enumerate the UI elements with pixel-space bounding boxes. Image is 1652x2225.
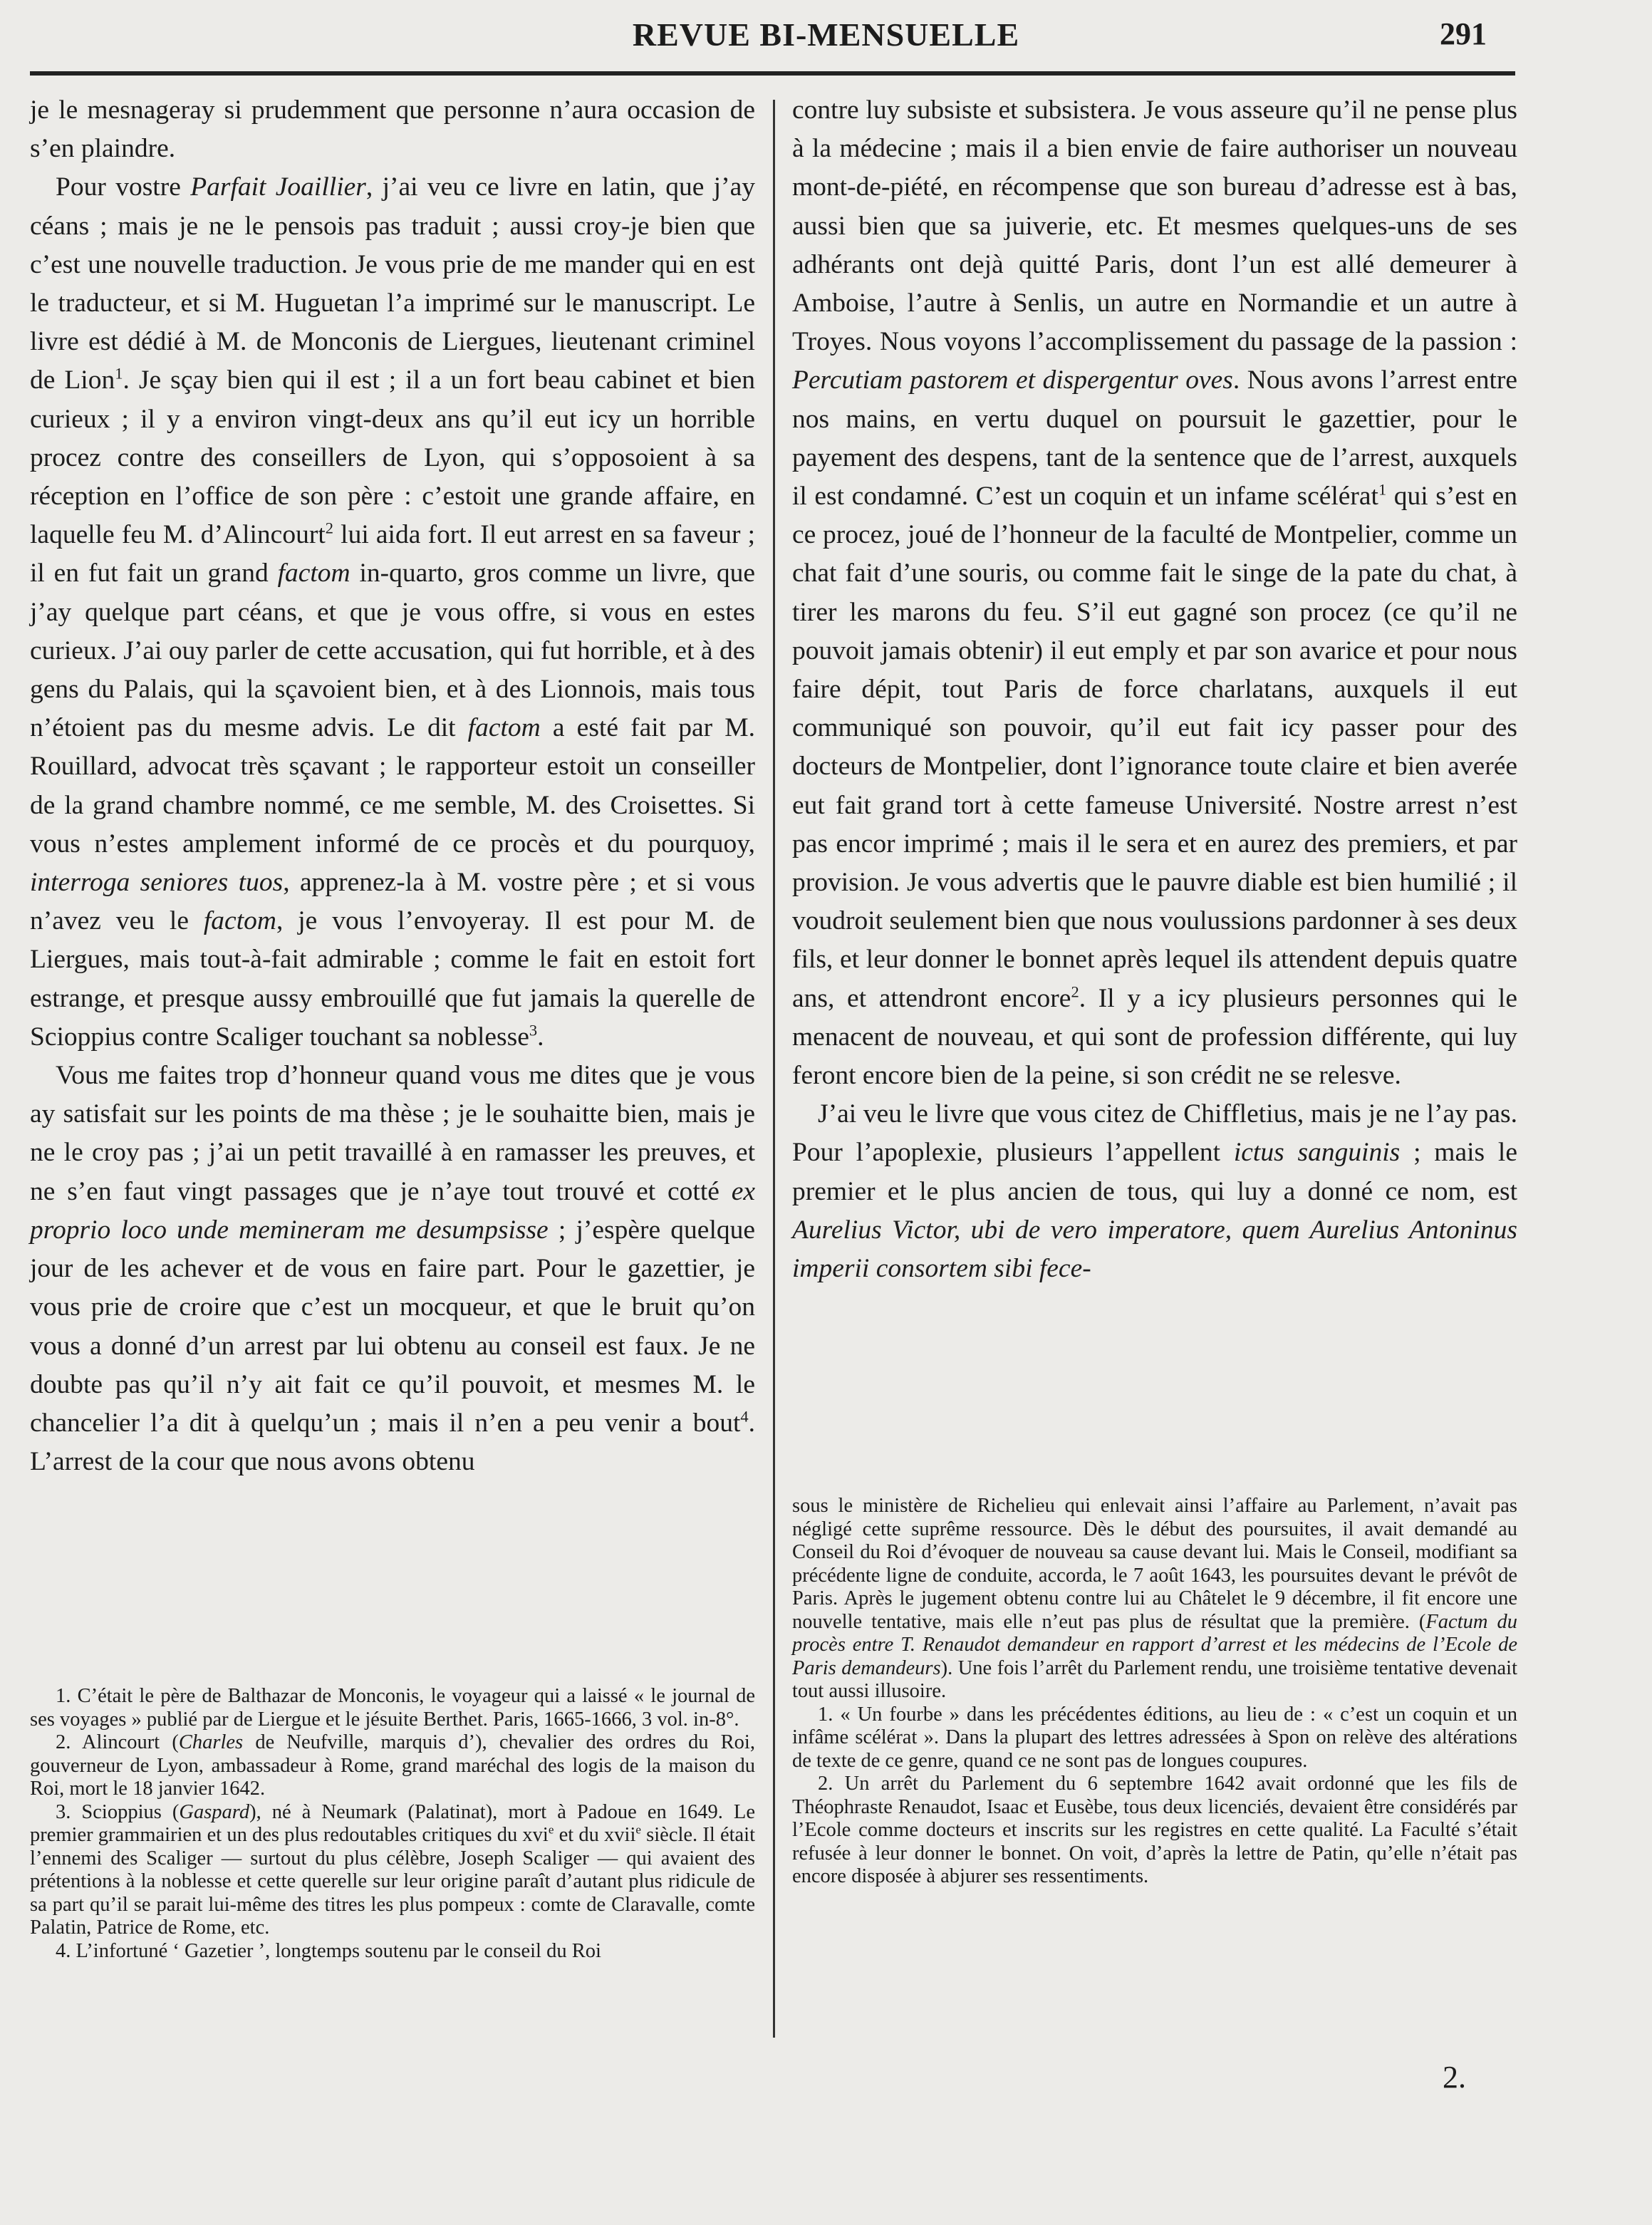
italic-title: Parfait Joaillier bbox=[190, 172, 366, 202]
right-column bbox=[792, 91, 1517, 1288]
superscript: e bbox=[548, 1822, 554, 1837]
italic-phrase: Percutiam pastorem et dispergentur oves bbox=[792, 365, 1233, 395]
italic-word: Gaspard bbox=[179, 1800, 250, 1823]
text-run: . bbox=[537, 1022, 544, 1052]
text-run: . L’arrest de la cour que nous avons obtenu bbox=[30, 1408, 755, 1477]
text-run: Vous me faites trop d’honneur quand vous me dites que je vous ay satisfait sur les points de ma thèse ; je le souhaitte bien, mais je ne le croy pas ; j’ai un petit travaillé à en ramasser les preuves, et ne s’en faut vingt passages que je n’aye tout trouvé et cotté bbox=[30, 1061, 755, 1206]
footnote: 1. C’était le père de Balthazar de Monconis, le voyageur qui a laissé « le journal de ses voyages » publié par de Liergue et le jésuite Berthet. Paris, 1665-1666, 3 vol. in-8°. bbox=[30, 1685, 755, 1731]
paragraph bbox=[792, 91, 1517, 1095]
text-run: sous le ministère de Richelieu qui enlevait ainsi l’affaire au Parlement, n’avait pas négligé cette suprême ressource. Dès le début des poursuites, il avait demandé au Conseil du Roi d’évoquer de nouveau sa cause devant lui. Mais le Conseil, modifiant sa précédente ligne de conduite, accorda, le 7 août 1643, les poursuites devant le prévôt de Paris. Après le jugement obtenu contre lui au Châtelet le 9 décembre, il fit encore une nouvelle tentative, mais elle n’eut pas plus de résultat que la première. ( bbox=[792, 1495, 1517, 1633]
paragraph bbox=[30, 168, 755, 1057]
footnote bbox=[30, 1801, 755, 1940]
footnote-ref: 4 bbox=[740, 1407, 749, 1426]
footnote: 1. « Un fourbe » dans les précédentes éditions, au lieu de : « c’est un coquin et un infâme scélérat ». Dans la plupart des lettres adressées à Spon on relève des altérations de texte de ce genre, quand ce ne sont pas de longues coupures. bbox=[792, 1703, 1517, 1772]
italic-phrase: ex proprio loco unde memineram me desumpsisse bbox=[30, 1176, 755, 1245]
italic-phrase: Aurelius Victor, ubi de vero imperatore, quem Aurelius Antoninus imperii consortem sibi fece- bbox=[792, 1215, 1517, 1284]
footnote-ref: 2 bbox=[325, 519, 333, 537]
text-run: 3. Scioppius ( bbox=[56, 1800, 180, 1823]
text-run: . Nous avons l’arrest entre nos mains, en vertu duquel on poursuit le gazettier, pour le payement des despens, tant de la sentence que de l’arrest, auxquels il est condamné. C’est un coquin et un infame scélérat bbox=[792, 365, 1518, 512]
text-run: qui s’est en ce procez, joué de l’honneur de la faculté de Montpelier, comme un chat fait d’une souris, ou comme fait le singe de la pate du chat, à tirer les marons du feu. S’il eut gagné son procez (ce qu’il ne pouvoit jamais obtenir) il eut emply et par son avarice et pour nous faire dépit, tout Paris de force charlatans, auxquels il eut communiqué son pouvoir, qu’il eut fait icy passer pour des docteurs de Montpelier, dont l’ignorance toute claire et bien averée eut fait grand tort à cette fameuse Université. Nostre arrest n’est pas encor imprimé ; mais il le sera et en aurez des premiers, et par provision. Je vous advertis que le pauvre diable est bien humilié ; il voudroit seulement bien que nous voulussions pardonner à ses deux fils, et leur donner le bonnet après lequel ils attendent depuis quatre ans, et attendront encore bbox=[792, 482, 1517, 1013]
paragraph: je le mesnageray si prudemment que personne n’aura occasion de s’en plaindre. bbox=[30, 95, 755, 164]
text-run: J’ai veu le livre que vous citez de Chiffletius, mais je ne l’ay pas. Pour l’apoplexie, plusieurs l’appellent bbox=[792, 1099, 1517, 1168]
text-run: , je vous l’envoyeray. Il est pour M. de Liergues, mais tout-à-fait admirable ; comme le fait en estoit fort estrange, et presque aussy embrouillé que fut jamais la querelle de Scioppius contre Scaliger touchant sa noblesse bbox=[30, 906, 755, 1052]
text-run: de Neufville, marquis d’), chevalier des ordres du Roi, gouverneur de Lyon, ambassadeur à Rome, grand maréchal des logis de la maison du Roi, mort le 18 janvier 1642. bbox=[30, 1731, 755, 1800]
footnote bbox=[30, 1731, 755, 1801]
text-run: ), né à Neumark (Palatinat), mort à Padoue en 1649. Le premier grammairien et un des plus redoutables critiques du xvi bbox=[30, 1800, 755, 1846]
running-header bbox=[0, 16, 1652, 58]
text-run: . Je sçay bien qui il est ; il a un fort beau cabinet et bien curieux ; il y a environ vingt-deux ans qu’il eut icy un horrible procez contre des conseillers de Lyon, qui s’opposoient à sa réception en l’office de son père : c’estoit une grande affaire, en laquelle feu M. d’Alincourt bbox=[30, 365, 755, 550]
footnote: 2. Un arrêt du Parlement du 6 septembre 1642 avait ordonné que les fils de Théophraste Renaudot, Isaac et Eusèbe, tous deux licenciés, devaient être considérés par l’Ecole comme docteurs et inscrits sur les registres en cette qualité. La Faculté s’était refusée à leur donner le bonnet. On voit, d’après la lettre de Patin, qu’elle n’était pas encore disposée à abjurer ses ressentiments. bbox=[792, 1773, 1517, 1887]
italic-phrase: interroga seniores tuos bbox=[30, 868, 284, 898]
footnote-ref: 1 bbox=[1378, 480, 1387, 499]
paragraph bbox=[792, 1095, 1517, 1288]
text-run: contre luy subsiste et subsistera. Je vous asseure qu’il ne pense plus à la médecine ; mais il a bien envie de faire authoriser un nouveau mont-de-piété, en récompense que son bureau d’adresse est à bas, aussi bien que sa juiverie, etc. Et mesmes quelques-uns de ses adhérants ont dejà quitté Paris, dont l’un est allé demeurer à Amboise, l’autre à Senlis, un autre en Normandie et un autre à Troyes. Nous voyons l’accomplissement du passage de la passion : bbox=[792, 95, 1517, 357]
italic-word: Charles bbox=[178, 1731, 244, 1753]
footnotes-right bbox=[792, 1495, 1517, 1889]
text-run: ; j’espère quelque jour de les achever et de vous en faire part. Pour le gazettier, je vous prie de croire que c’est un mocqueur, et que le bruit qu’on vous a donné d’un arrest par lui obtenu au conseil est faux. Je ne doubte pas qu’il n’y ait fait ce qu’il pouvoit, et mesmes M. le chancelier l’a dit à quelqu’un ; mais il n’en a peu venir a bout bbox=[30, 1215, 756, 1438]
superscript: e bbox=[635, 1822, 641, 1837]
footnote: 4. L’infortuné ‘ Gazetier ’, longtemps soutenu par le conseil du Roi bbox=[56, 1939, 601, 1962]
left-column bbox=[30, 91, 755, 1481]
text-run: , j’ai veu ce livre en latin, que j’ay céans ; mais je ne le pensois pas traduit ; aussi croy-je bien que c’est une nouvelle traduction. Je vous prie de me mander qui en est le traducteur, et si M. Huguetan l’a imprimé sur le manuscript. Le livre est dédié à M. de Monconis de Liergues, lieutenant criminel de Lion bbox=[30, 172, 755, 395]
text-run: a esté fait par M. Rouillard, advocat très sçavant ; le rapporteur estoit un conseiller de la grand chambre nommé, ce me semble, M. des Croisettes. Si vous n’estes amplement informé de ce procès et du pourquoy, bbox=[30, 713, 755, 859]
italic-phrase: ictus sanguinis bbox=[1233, 1138, 1401, 1168]
footnote-ref: 1 bbox=[115, 364, 123, 383]
text-run: et du xvii bbox=[554, 1824, 636, 1846]
column-divider bbox=[773, 100, 775, 2038]
header-rule bbox=[30, 71, 1515, 76]
text-run: ). Une fois l’arrêt du Parlement rendu, une troisième tentative devenait tout aussi illusoire. bbox=[792, 1656, 1517, 1702]
text-run: , apprenez-la à M. vostre père ; et si vous n’avez veu le bbox=[30, 868, 755, 936]
text-run: . Il y a icy plusieurs personnes qui le menacent de nouveau, et qui sont de profession différente, qui luy feront encore bien de la peine, si son crédit ne se relesve. bbox=[792, 983, 1517, 1091]
footnotes-left bbox=[30, 1685, 755, 1963]
italic-word: factom bbox=[467, 713, 541, 743]
text-run: lui aida fort. Il eut arrest en sa faveur ; il en fut fait un grand bbox=[30, 520, 756, 588]
footnote-ref: 3 bbox=[529, 1021, 538, 1039]
page-number: 291 bbox=[1440, 16, 1487, 51]
running-title: REVUE BI-MENSUELLE bbox=[632, 16, 1020, 53]
footnote-continuation bbox=[792, 1495, 1517, 1703]
italic-word: factom bbox=[277, 559, 350, 588]
text-run: Pour vostre bbox=[56, 172, 191, 202]
italic-word: factom bbox=[203, 906, 276, 936]
italic-title: Factum du procès entre T. Renaudot demandeur en rapport d’arrest et les médecins de l’Ecole de Paris demandeurs bbox=[792, 1610, 1517, 1679]
footnote-ref: 2 bbox=[1071, 982, 1079, 1001]
signature-mark: 2. bbox=[1443, 2060, 1466, 2095]
text-run: siècle. Il était l’ennemi des Scaliger — surtout du plus célèbre, Joseph Scaliger — qui avaient des prétentions à la noblesse et cette querelle sur leur origine paraît d’autant plus ridicule de sa part qu’il se parait lui-même des titres les plus pompeux : comte de Claravalle, comte Palatin, Patrice de Rome, etc. bbox=[30, 1824, 755, 1939]
text-run: 2. Alincourt ( bbox=[56, 1731, 179, 1753]
text-run: in-quarto, gros comme un livre, que j’ay quelque part céans, et que je vous offre, si vous en estes curieux. J’ai ouy parler de cette accusation, qui fut horrible, et à des gens du Palais, qui la sçavoient bien, et à des Lionnois, mais tous n’étoient pas du mesme advis. Le dit bbox=[30, 559, 755, 743]
paragraph bbox=[30, 1057, 755, 1481]
text-run: ; mais le premier et le plus ancien de tous, qui luy a donné ce nom, est bbox=[792, 1138, 1517, 1206]
